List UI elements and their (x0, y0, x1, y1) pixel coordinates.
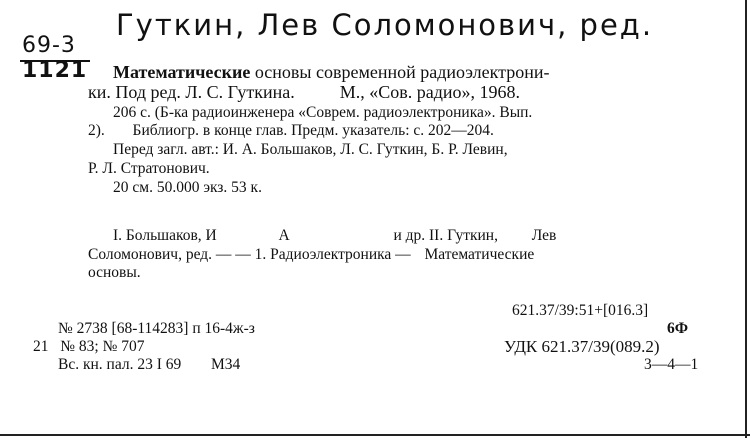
entry-title-bold: Математические (113, 62, 251, 82)
classification-code-2: 6Ф (667, 320, 689, 337)
handwritten-heading: Гуткин, Лев Соломонович, ред. (116, 8, 654, 42)
entry-publisher: М., «Сов. радио», 1968. (339, 82, 521, 102)
shelf-mark-bottom: 1121 (22, 58, 88, 83)
entry-line-5: Перед загл. авт.: И. А. Большаков, Л. С. Гуткин, Б. Р. Левин, (113, 141, 508, 158)
entry-series-end: 2). (88, 122, 105, 139)
entry-line-3: 206 с. (Б-ка радиоинженера «Соврем. радиоэлектроника». Вып. (113, 104, 533, 121)
footer-prefix: 21 (33, 338, 49, 355)
tracing-line-3: основы. (88, 264, 141, 281)
footer-line-1: № 2738 [68-114283] п 16-4ж-з (58, 320, 255, 337)
footer-line-2 (33, 338, 145, 356)
card-number: 3—4—1 (644, 356, 699, 373)
tracing-line-1 (113, 227, 556, 245)
tracing-initial: А (278, 227, 290, 244)
tracing-line-2 (88, 246, 534, 264)
tracing-subject-cont: Математические (424, 246, 535, 263)
footer-numbers: № 83; № 707 (60, 338, 145, 355)
entry-line-2 (88, 82, 520, 102)
entry-title-line (113, 62, 549, 82)
card-border-right (745, 0, 747, 438)
entry-line-4 (88, 122, 494, 140)
footer-line-3 (58, 356, 240, 374)
entry-title-rest: основы современной радиоэлектрони- (254, 62, 550, 82)
card-border-bottom (0, 434, 750, 436)
shelf-mark-top: 69-3 (22, 33, 76, 58)
udc-code: УДК 621.37/39(089.2) (504, 337, 660, 356)
entry-line-7: 20 см. 50.000 экз. 53 к. (113, 179, 262, 196)
entry-editor: ки. Под ред. Л. С. Гуткина. (88, 82, 295, 102)
classification-code: 621.37/39:51+[016.3] (512, 302, 649, 319)
tracing-author-1: I. Большаков, И (113, 227, 217, 244)
footer-book-chamber: Вс. кн. пал. 23 I 69 (58, 356, 182, 373)
footer-code: М34 (211, 356, 241, 373)
entry-bibliography: Библиогр. в конце глав. Предм. указатель: с. 202—204. (132, 122, 494, 139)
tracing-author-2: и др. II. Гуткин, (393, 227, 498, 244)
tracing-subject: Соломонович, ред. — — 1. Радиоэлектроника — (88, 246, 411, 263)
entry-line-6: Р. Л. Стратонович. (88, 160, 210, 177)
tracing-author-2-name: Лев (531, 227, 557, 244)
